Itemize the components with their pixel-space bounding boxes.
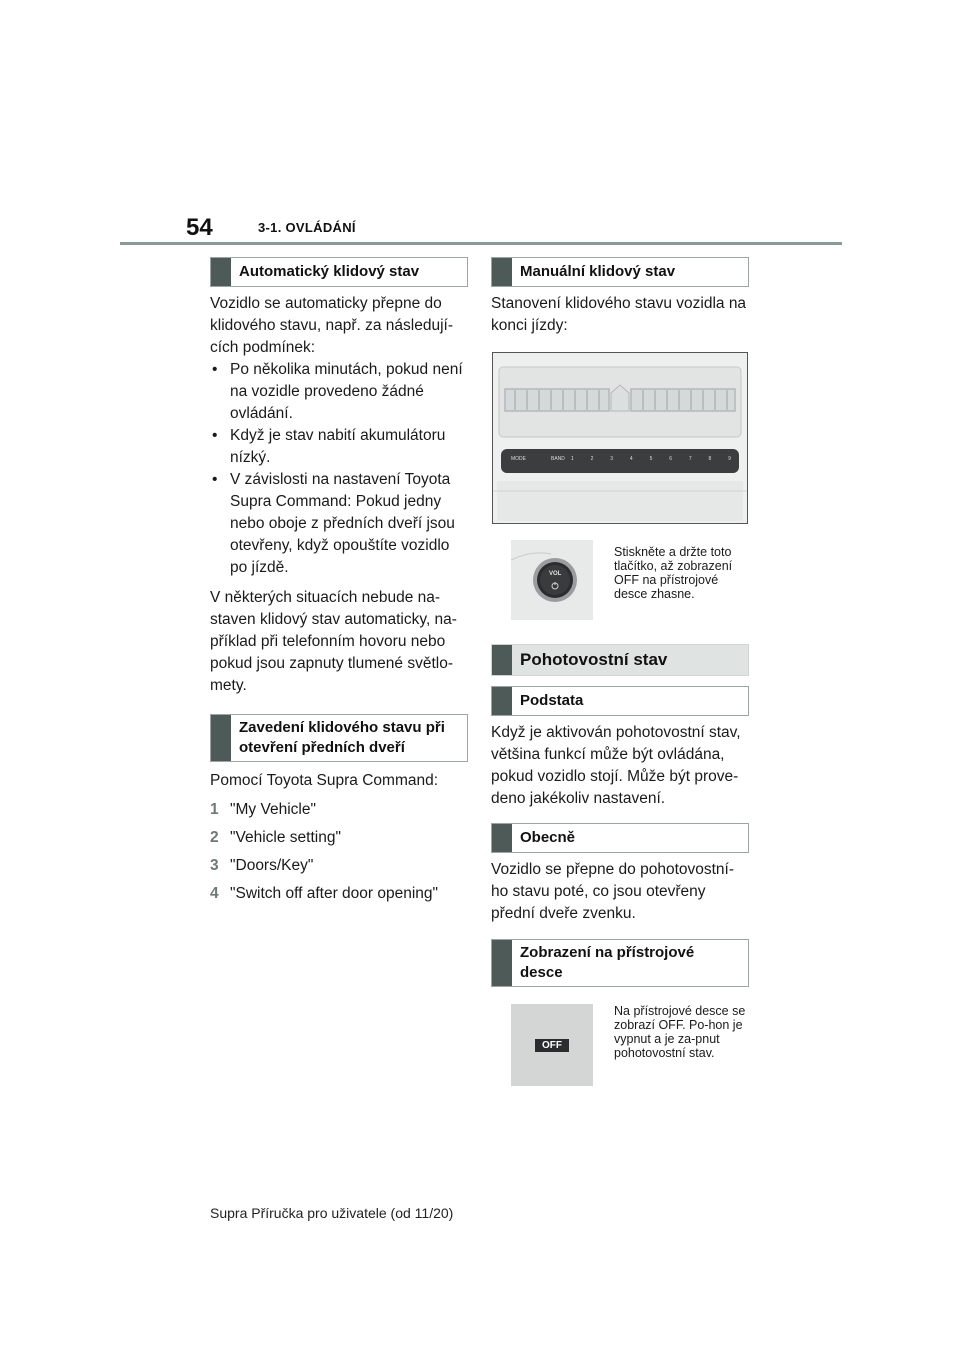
list-item: • Když je stav nabití akumulátoru nízký.	[210, 425, 468, 469]
heading-text: Manuální klidový stav	[520, 263, 676, 280]
off-badge: OFF	[535, 1039, 569, 1052]
section-label: 3-1. OVLÁDÁNÍ	[258, 220, 356, 235]
page-number: 54	[186, 214, 213, 241]
menu-steps	[210, 796, 468, 908]
vol-label: VOL	[549, 571, 562, 577]
list-item: • Po několika minutách, pokud není na vozidle provedeno žádné ovládání.	[210, 359, 468, 425]
doors-standby-text	[210, 770, 468, 908]
heading-manual-standby	[491, 257, 749, 287]
heading-bar	[492, 824, 512, 852]
preset-button: 8	[708, 456, 712, 462]
heading-bar	[211, 715, 231, 761]
footer-text: Supra Příručka pro uživatele (od 11/20)	[210, 1205, 454, 1221]
preset-button: 3	[610, 456, 614, 462]
condition-list	[210, 359, 468, 579]
heading-bar	[211, 258, 231, 286]
heading-general	[491, 823, 749, 853]
heading-text: Obecně	[520, 829, 576, 846]
preset-button: 1	[571, 456, 574, 462]
heading-instrument-display	[491, 939, 749, 987]
mode-button: MODE	[511, 456, 526, 462]
preset-button: 2	[590, 456, 594, 462]
automatic-intro: Vozidlo se automaticky přepne do klidového stavu, např. za následují-cích podmínek:	[210, 295, 453, 356]
preset-button: 7	[688, 456, 692, 462]
general-text: Vozidlo se přepne do pohotovostní-ho stavu poté, co jsou otevřeny přední dveře zvenku.	[491, 861, 735, 922]
list-item: 2 "Vehicle setting"	[210, 829, 341, 846]
knob-graphic	[511, 540, 593, 620]
off-display-illustration	[511, 1004, 593, 1086]
preset-button: 6	[669, 456, 672, 462]
list-item: 1 "My Vehicle"	[210, 801, 316, 818]
list-item: • V závislosti na nastavení Toyota Supra Command: Pokud jedny nebo oboje z předních dveří jsou otevřeny, když opouštíte vozidlo po jízdě.	[210, 469, 468, 579]
heading-bar	[492, 940, 512, 986]
heading-text: Pohotovostní stav	[520, 650, 668, 669]
preset-button: 5	[649, 456, 653, 462]
dashboard-console-graphic	[493, 353, 747, 523]
heading-bar	[492, 258, 512, 286]
heading-text: Zobrazení na přístrojové desce	[520, 944, 695, 981]
preset-buttons	[571, 456, 731, 462]
heading-bar	[492, 645, 512, 675]
preset-button: 4	[629, 456, 633, 462]
manual-intro: Stanovení klidového stavu vozidla na konci jízdy:	[491, 295, 747, 334]
list-item: 3 "Doors/Key"	[210, 857, 314, 874]
knob-caption: Stiskněte a držte toto tlačítko, až zobrazení OFF na přístrojové desce zhasne.	[614, 545, 733, 601]
heading-standby	[491, 644, 749, 676]
heading-text: Automatický klidový stav	[239, 263, 420, 280]
doors-intro: Pomocí Toyota Supra Command:	[210, 772, 439, 789]
heading-bar	[492, 687, 512, 715]
automatic-note: V některých situacích nebude na-staven klidový stav automaticky, na-příklad při telefonním hovoru nebo pokud jsou zapnuty tlumené světlo-mety.	[210, 589, 457, 694]
header-divider	[120, 242, 842, 245]
heading-essence	[491, 686, 749, 716]
essence-text: Když je aktivován pohotovostní stav, většina funkcí může být ovládána, pokud vozidlo stojí. Může být prove-deno jakékoliv nastavení.	[491, 724, 741, 807]
volume-knob-illustration	[511, 540, 593, 620]
heading-text: Podstata	[520, 692, 584, 709]
display-caption: Na přístrojové desce se zobrazí OFF. Po-hon je vypnut a je za-pnut pohotovostní stav.	[614, 1004, 746, 1060]
preset-button: 9	[728, 456, 731, 462]
heading-automatic-standby	[210, 257, 468, 287]
list-item: 4 "Switch off after door opening"	[210, 885, 439, 902]
automatic-standby-text	[210, 293, 468, 697]
radio-panel-illustration	[492, 352, 748, 524]
band-button: BAND	[551, 456, 565, 462]
heading-text: Zavedení klidového stavu při otevření předních dveří	[239, 719, 445, 756]
heading-doors-standby	[210, 714, 468, 762]
